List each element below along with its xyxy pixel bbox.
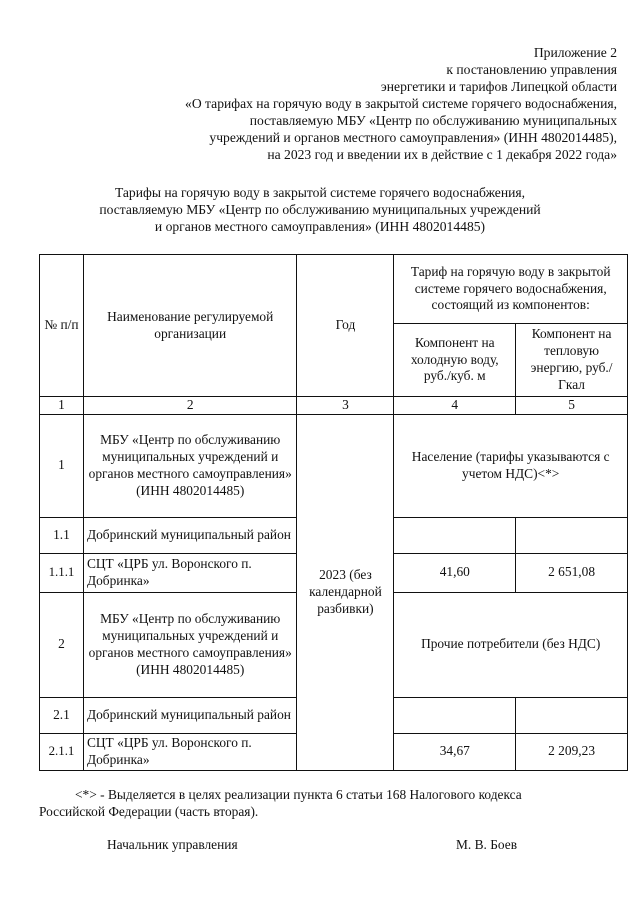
consumer-category: Население (тарифы указываются с учетом НДС)<*> — [394, 414, 628, 517]
row-num: 2.1.1 — [40, 733, 84, 770]
signatory-name: М. В. Боев — [456, 837, 518, 852]
document-title — [0, 184, 640, 235]
annex-header — [97, 44, 617, 163]
header-year: Год — [297, 255, 394, 397]
row-num: 2.1 — [40, 697, 84, 733]
organization-name: МБУ «Центр по обслуживанию муниципальных учреждений и органов местного самоуправления» (ИНН 4802014485) — [83, 592, 297, 697]
annex-line: на 2023 год и введении их в действие с 1 декабря 2022 года» — [267, 147, 617, 162]
cold-component-value: 41,60 — [394, 553, 516, 592]
row-num: 1.1 — [40, 517, 84, 553]
empty-cell — [516, 697, 628, 733]
empty-cell — [394, 517, 516, 553]
year-cell: 2023 (без календарной разбивки) — [297, 414, 394, 770]
row-num: 2 — [40, 592, 84, 697]
annex-line: учреждений и органов местного самоуправления» (ИНН 4802014485), — [209, 130, 617, 145]
signatory-position: Начальник управления — [107, 837, 238, 852]
row-num: 1.1.1 — [40, 553, 84, 592]
annex-line: энергетики и тарифов Липецкой области — [380, 79, 617, 94]
cold-component-value: 34,67 — [394, 733, 516, 770]
title-line: и органов местного самоуправления» (ИНН 4802014485) — [154, 219, 486, 234]
header-cold-component: Компонент на холодную воду, руб./куб. м — [394, 324, 516, 397]
facility-name: СЦТ «ЦРБ ул. Воронского п. Добринка» — [83, 553, 297, 592]
column-number: 1 — [40, 397, 84, 415]
title-line: Тарифы на горячую воду в закрытой системе горячего водоснабжения, — [114, 185, 526, 200]
header-heat-component: Компонент на тепловую энергию, руб./Гкал — [516, 324, 628, 397]
annex-line: поставляемую МБУ «Центр по обслуживанию муниципальных — [249, 113, 617, 128]
heat-component-value: 2 651,08 — [516, 553, 628, 592]
district-name: Добринский муниципальный район — [83, 697, 297, 733]
tariff-table — [39, 254, 628, 771]
column-number: 4 — [394, 397, 516, 415]
footnote-line: Российской Федерации (часть вторая). — [39, 804, 259, 819]
row-num: 1 — [40, 414, 84, 517]
facility-name: СЦТ «ЦРБ ул. Воронского п. Добринка» — [83, 733, 297, 770]
district-name: Добринский муниципальный район — [83, 517, 297, 553]
header-org: Наименование регулируемой организации — [83, 255, 297, 397]
title-line: поставляемую МБУ «Центр по обслуживанию муниципальных учреждений — [99, 202, 541, 217]
annex-line: к постановлению управления — [446, 62, 617, 77]
heat-component-value: 2 209,23 — [516, 733, 628, 770]
empty-cell — [516, 517, 628, 553]
empty-cell — [394, 697, 516, 733]
footnote — [39, 786, 628, 820]
column-number: 5 — [516, 397, 628, 415]
annex-line: «О тарифах на горячую воду в закрытой системе горячего водоснабжения, — [185, 96, 617, 111]
organization-name: МБУ «Центр по обслуживанию муниципальных учреждений и органов местного самоуправления» (ИНН 4802014485) — [83, 414, 297, 517]
column-number: 3 — [297, 397, 394, 415]
footnote-line: <*> - Выделяется в целях реализации пункта 6 статьи 168 Налогового кодекса — [75, 787, 522, 802]
column-number: 2 — [83, 397, 297, 415]
consumer-category: Прочие потребители (без НДС) — [394, 592, 628, 697]
header-num: № п/п — [40, 255, 84, 397]
annex-line: Приложение 2 — [533, 45, 617, 60]
header-tariff: Тариф на горячую воду в закрытой системе горячего водоснабжения, состоящий из компонентов: — [394, 255, 628, 324]
